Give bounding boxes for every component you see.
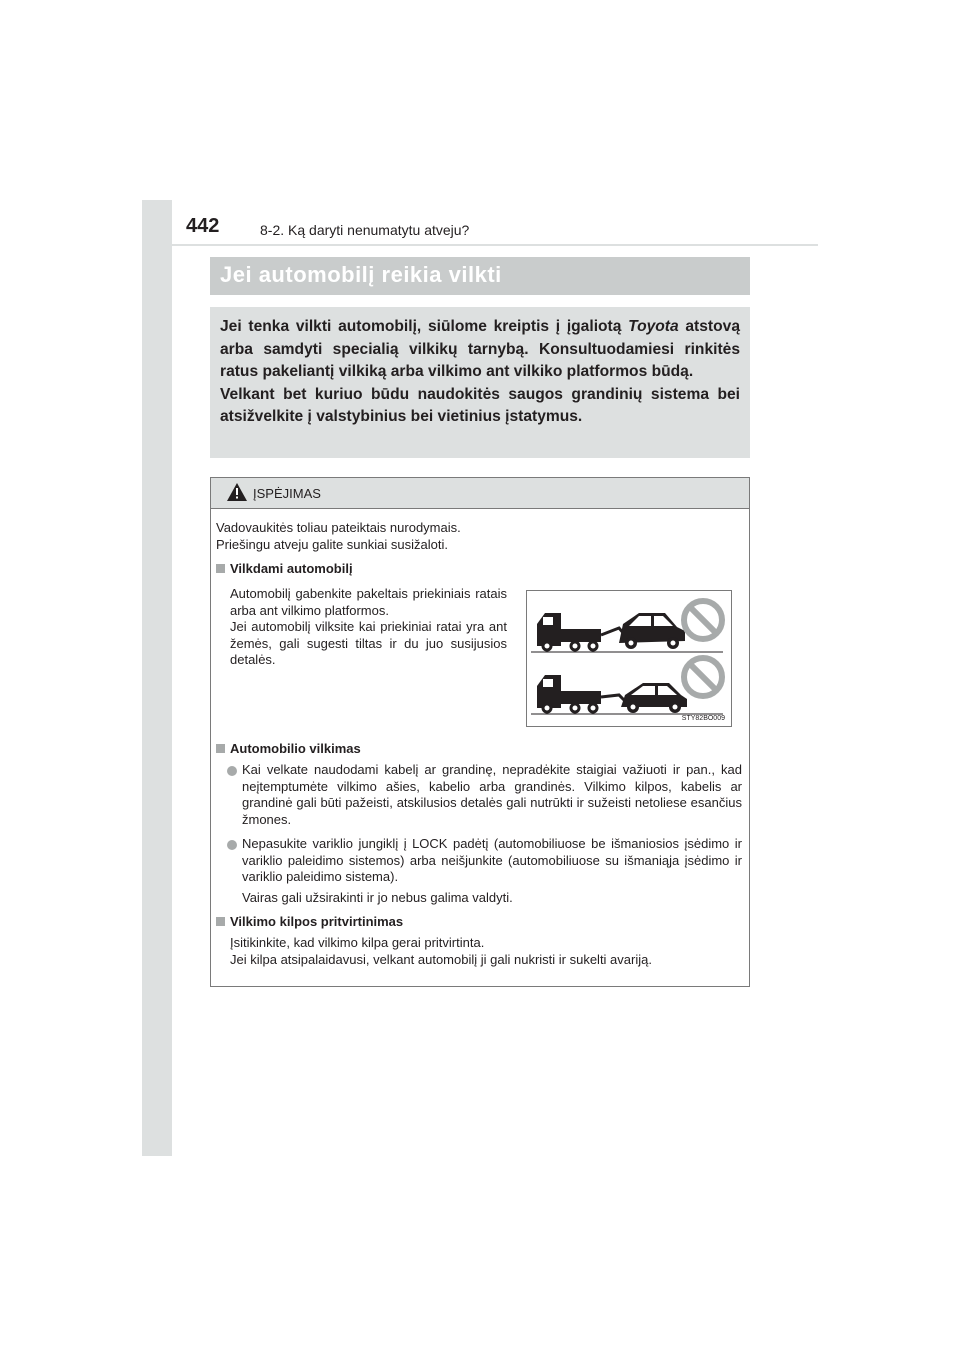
square-bullet-icon bbox=[216, 744, 225, 753]
round-bullet-icon bbox=[227, 840, 237, 850]
illustration-code: STY82BO009 bbox=[681, 715, 725, 722]
round-bullet-icon bbox=[227, 766, 237, 776]
eyelet-text-2: Jei kilpa atsipalaidavusi, velkant automobilį ji gali nukristi ir sukelti avariją. bbox=[230, 952, 652, 967]
warning-box bbox=[210, 477, 750, 987]
eyelet-heading bbox=[216, 914, 403, 931]
page-number: 442 bbox=[186, 215, 220, 237]
tow-haul-heading-text: Automobilio vilkimas bbox=[230, 741, 361, 756]
warning-label: ĮSPĖJIMAS bbox=[253, 486, 321, 501]
tow-haul-bullet-2: Nepasukite variklio jungiklį į LOCK padėtį (automobiliuose be išmaniosios įsėdimo ir variklio paleidimo sistemos) arba neišjunkite (automobiliuose su išmaniąja įsėdimo ir variklio paleidimo sistema). bbox=[242, 836, 742, 884]
eyelet-heading-text: Vilkimo kilpos pritvirtinimas bbox=[230, 914, 404, 929]
intro-text-cont: atstovą arba samdyti specialią vilkikų tarnybą. Konsultuodamiesi rinkitės ratus pakeliantį vilkiką arba vilkimo ant vilkiko platformos būdą. bbox=[220, 318, 740, 380]
towing-text: Automobilį gabenkite pakeltais priekiniais ratais arba ant vilkimo platformos. bbox=[230, 586, 507, 618]
tow-haul-bullet-1: Kai velkate naudodami kabelį ar grandinę, nepradėkite staigiai važiuoti ir pan., kad neįtemptumėte vilkimo ašies, kabelio arba grandinės. Vilkimo kilpos, kabelis ar grandinė gali būti pažeisti, atskilusios detalės gali nutrūkti ir sužeisti netoliese esančius žmones. bbox=[242, 762, 742, 827]
tow-haul-heading bbox=[216, 741, 361, 758]
brand-name: Toyota bbox=[628, 318, 679, 335]
warning-header bbox=[211, 478, 749, 509]
towing-heading bbox=[216, 561, 353, 578]
tow-truck-top bbox=[531, 613, 723, 652]
eyelet-text-1: Įsitikinkite, kad vilkimo kilpa gerai pritvirtinta. bbox=[230, 935, 485, 950]
prohibited-icon-bottom bbox=[684, 658, 722, 696]
title-band bbox=[210, 257, 750, 295]
page-title: Jei automobilį reikia vilkti bbox=[220, 262, 502, 287]
intro-paragraph-2: Velkant bet kuriuo būdu naudokitės saugos grandinių sistema bei atsižvelkite į valstybinius bei vietinius įstatymus. bbox=[220, 385, 740, 425]
warning-intro-1: Vadovaukitės toliau pateiktais nurodymais. bbox=[216, 520, 461, 535]
intro-box bbox=[210, 307, 750, 458]
towing-heading-text: Vilkdami automobilį bbox=[230, 561, 353, 576]
side-strip bbox=[142, 200, 172, 1156]
header-rule bbox=[142, 244, 818, 246]
square-bullet-icon bbox=[216, 564, 225, 573]
warning-triangle-icon bbox=[227, 483, 247, 501]
tow-haul-bullet-2b: Vairas gali užsirakinti ir jo nebus galima valdyti. bbox=[242, 890, 513, 905]
towing-text-2: Jei automobilį vilksite kai priekiniai ratai yra ant žemės, gali sugesti tiltas ir du juo susijusios detalės. bbox=[230, 619, 507, 667]
tow-truck-illustration bbox=[527, 591, 731, 726]
square-bullet-icon bbox=[216, 917, 225, 926]
intro-paragraph bbox=[220, 316, 740, 384]
prohibited-icon-top bbox=[684, 601, 722, 639]
section-header: 8-2. Ką daryti nenumatytu atveju? bbox=[260, 222, 470, 238]
warning-intro-2: Priešingu atveju galite sunkiai susižaloti. bbox=[216, 537, 448, 552]
intro-text: Jei tenka vilkti automobilį, siūlome kreiptis į įgaliotą bbox=[220, 318, 629, 335]
towing-illustration bbox=[526, 590, 732, 727]
